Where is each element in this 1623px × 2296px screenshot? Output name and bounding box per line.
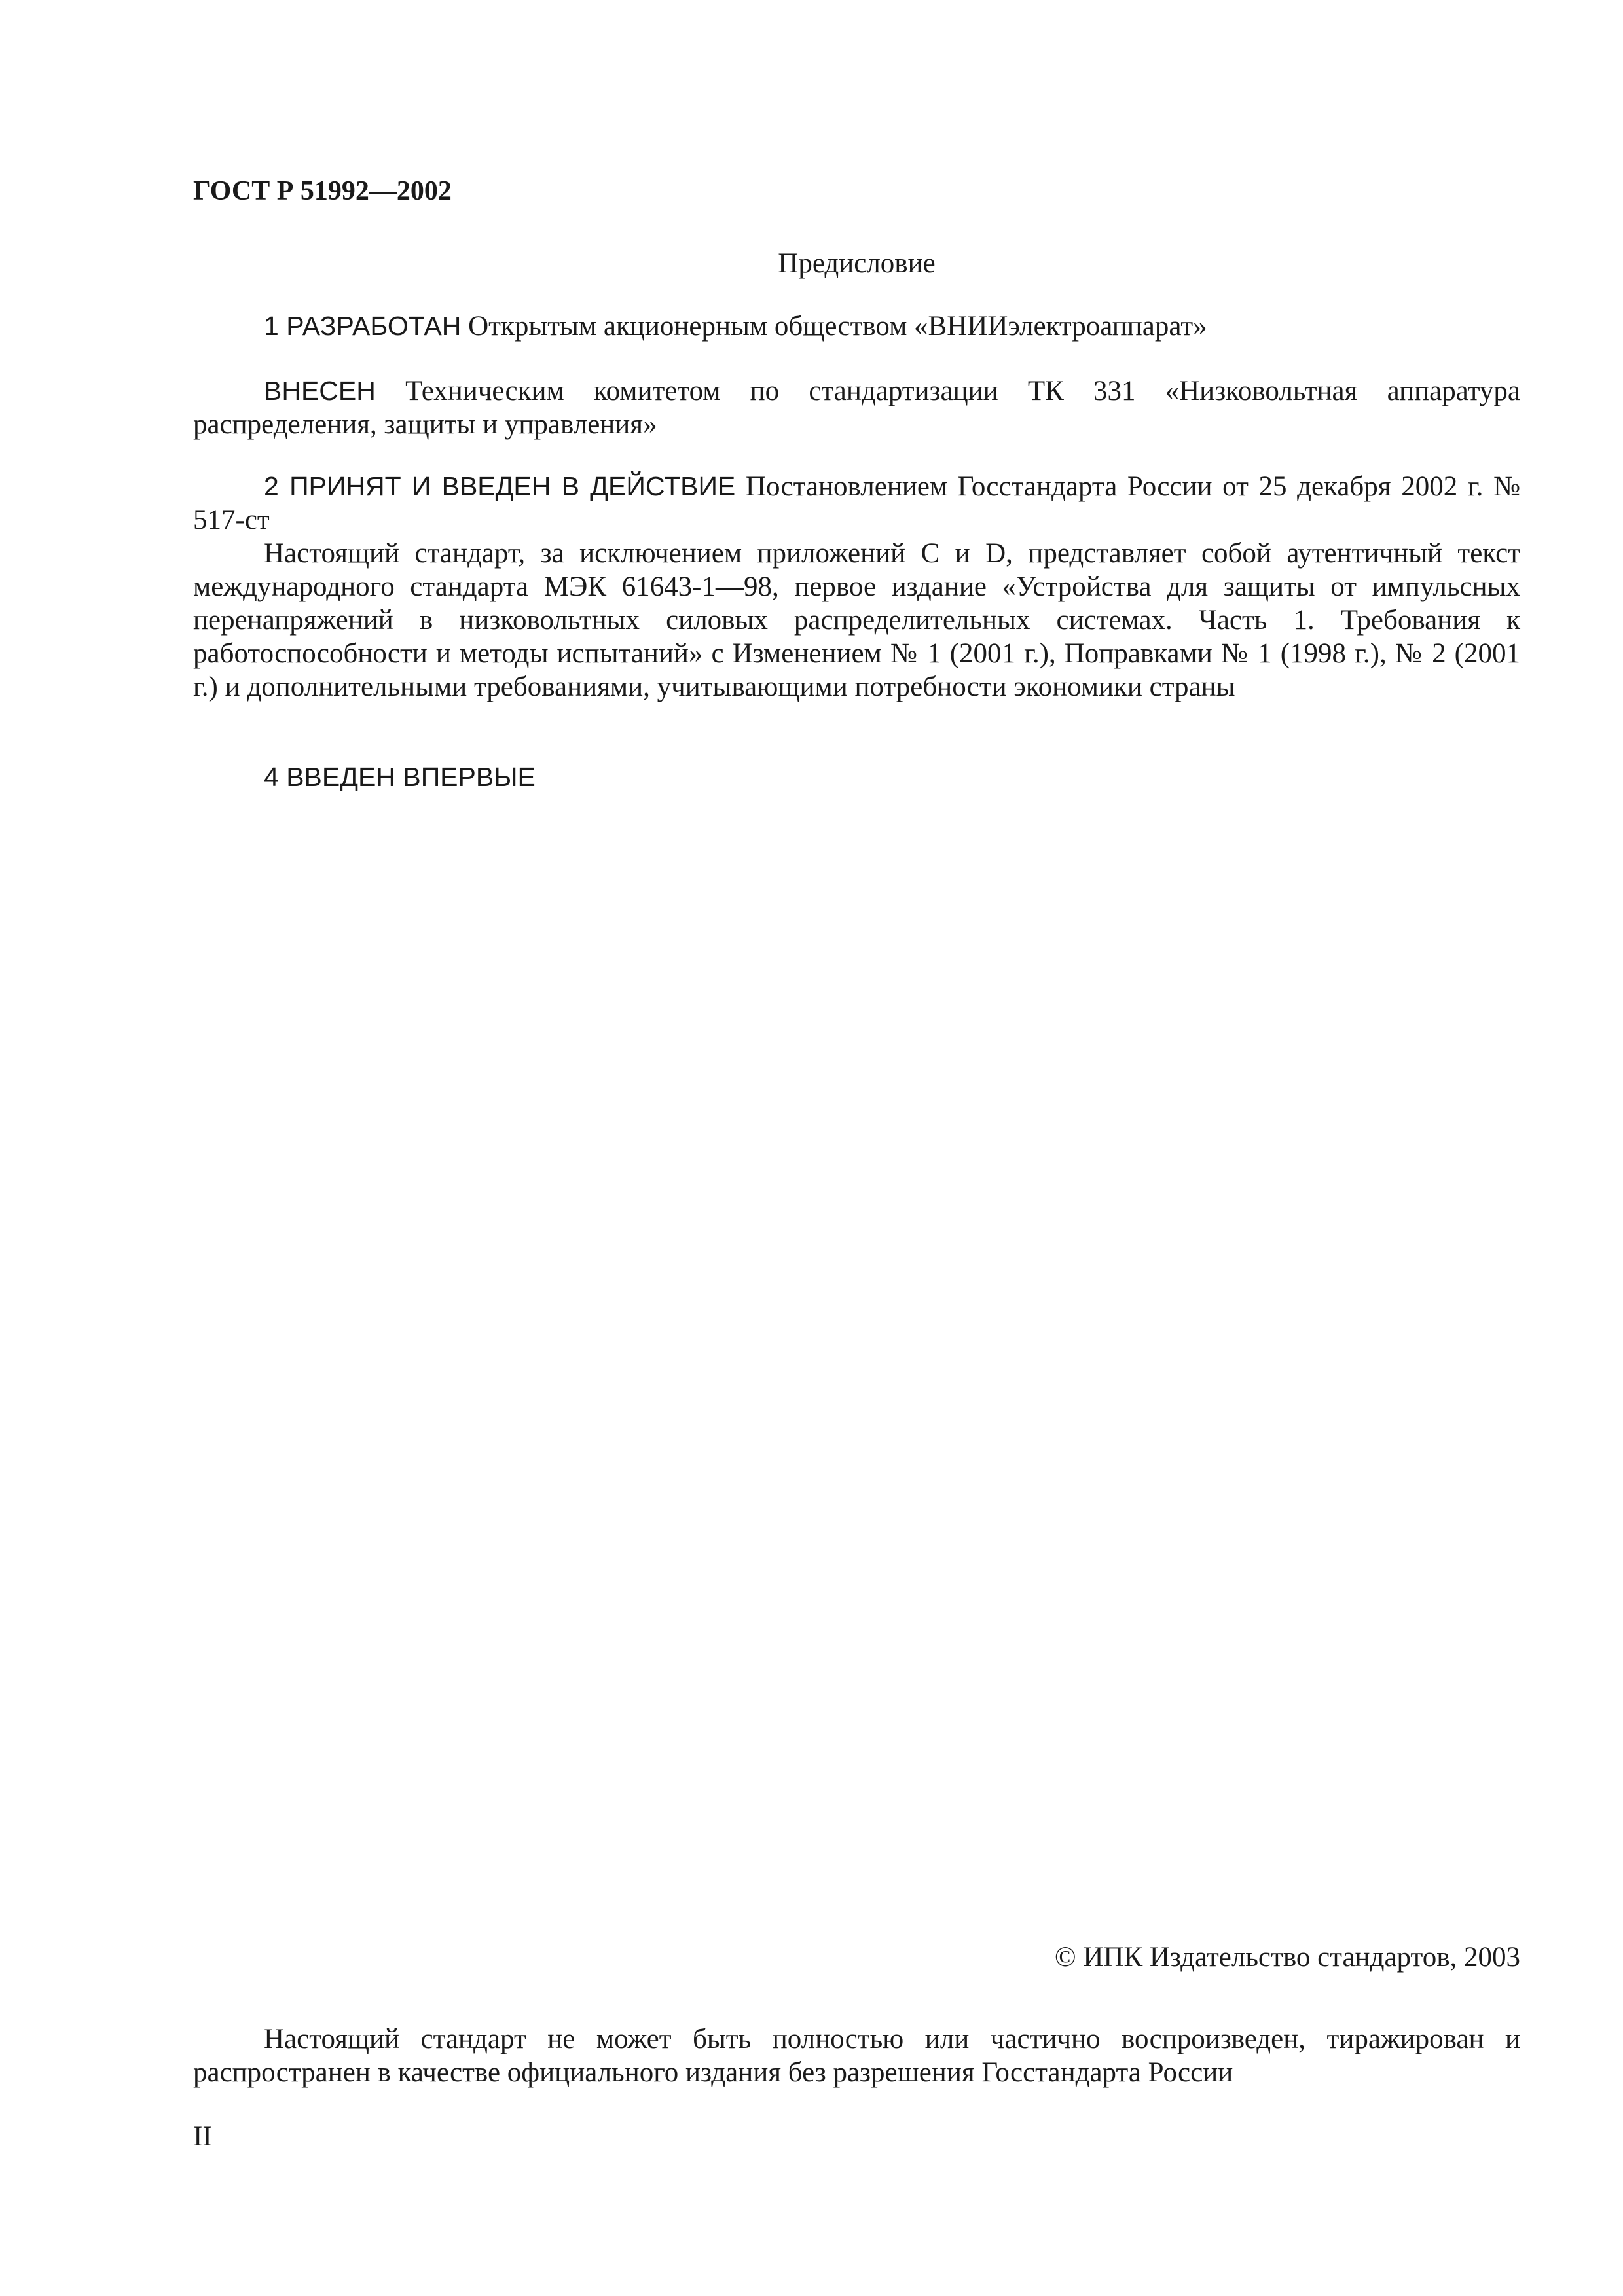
- paragraph-text: Техническим комитетом по стандартизации ТК 331 «Низковольтная аппаратура распределения, защиты и управления»: [193, 376, 1521, 440]
- paragraph-introduced-by: [193, 374, 1520, 441]
- paragraph-label: 4 ВВЕДЕН ВПЕРВЫЕ: [264, 762, 536, 792]
- copyright-line: © ИПК Издательство стандартов, 2003: [1054, 1942, 1520, 1973]
- paragraph-label: ВНЕСЕН: [264, 376, 376, 406]
- paragraph-adopted: [193, 470, 1520, 537]
- page-number: II: [193, 2121, 212, 2152]
- paragraph-developed-by: [193, 310, 1520, 343]
- paragraph-introduced-first: [193, 761, 1520, 794]
- section-heading-foreword: Предисловие: [778, 248, 936, 279]
- document-number: ГОСТ Р 51992—2002: [193, 176, 452, 206]
- paragraph-label: 2 ПРИНЯТ И ВВЕДЕН В ДЕЙСТВИЕ: [264, 471, 736, 501]
- paragraph-label: 1 РАЗРАБОТАН: [264, 311, 462, 341]
- reproduction-notice: Настоящий стандарт не может быть полностью или частично воспроизведен, тиражирован и распространен в качестве официального издания без разрешения Госстандарта России: [193, 2024, 1520, 2088]
- paragraph-authentic-text: Настоящий стандарт, за исключением приложений С и D, представляет собой аутентичный текст международного стандарта МЭК 61643-1—98, первое издание «Устройства для защиты от импульсных перенапряжений в низковольтных силовых распределительных системах. Часть 1. Требования к работоспособности и методы испытаний» с Изменением № 1 (2001 г.), Поправками № 1 (1998 г.), № 2 (2001 г.) и дополнительными требованиями, учитывающими потребности экономики страны: [193, 538, 1520, 702]
- paragraph-text: Открытым акционерным обществом «ВНИИэлектроаппарат»: [468, 311, 1207, 342]
- paragraph-text: Постановлением Госстандарта России от 25 декабря 2002 г. № 517-ст: [193, 471, 1521, 535]
